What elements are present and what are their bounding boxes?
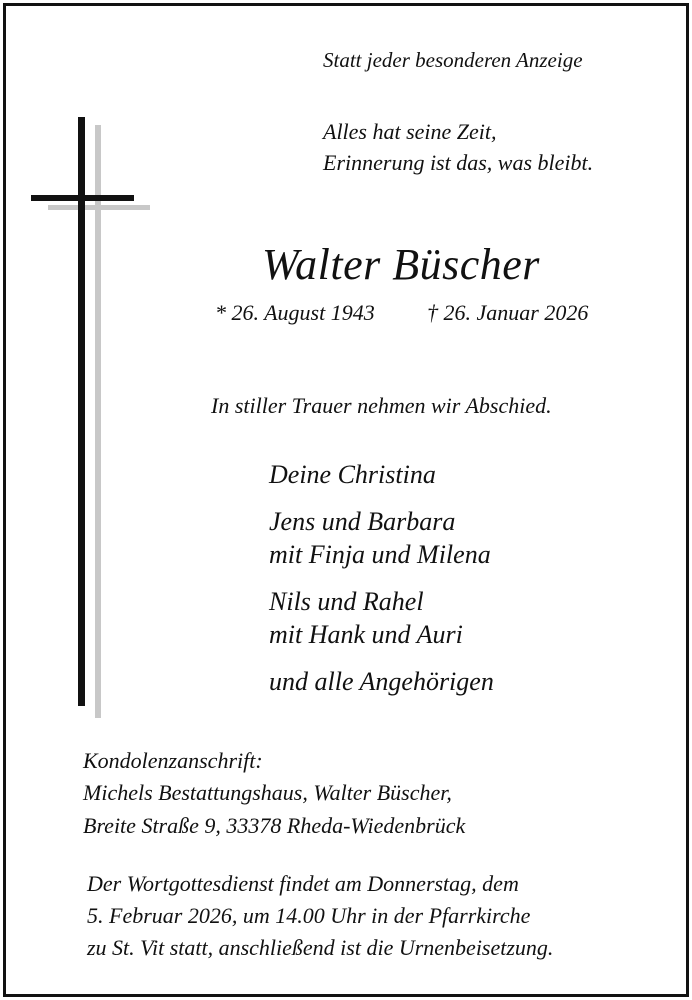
- family-member: mit Hank und Auri: [269, 620, 463, 649]
- quote-line-2: Erinnerung ist das, was bleibt.: [323, 150, 594, 175]
- service-line-2: 5. Februar 2026, um 14.00 Uhr in der Pfarrkirche: [87, 903, 531, 928]
- intro-line: Statt jeder besonderen Anzeige: [323, 48, 583, 72]
- cross-shadow-vertical: [95, 125, 101, 718]
- service-line-1: Der Wortgottesdienst findet am Donnerstag, dem: [87, 871, 519, 896]
- cross-shadow-horizontal: [48, 205, 150, 210]
- mourning-text: In stiller Trauer nehmen wir Abschied.: [211, 393, 552, 418]
- condolence-address-line-1: Michels Bestattungshaus, Walter Büscher,: [83, 780, 452, 805]
- family-member: Nils und Rahel: [269, 587, 424, 616]
- cross-icon: [0, 0, 160, 730]
- death-date: † 26. Januar 2026: [427, 300, 589, 325]
- condolence-heading: Kondolenzanschrift:: [83, 748, 263, 773]
- cross-vertical-beam: [78, 117, 85, 706]
- family-member: mit Finja und Milena: [269, 540, 491, 569]
- deceased-name: Walter Büscher: [262, 240, 540, 289]
- birth-date: * 26. August 1943: [215, 300, 375, 325]
- condolence-address-line-2: Breite Straße 9, 33378 Rheda-Wiedenbrück: [83, 813, 466, 838]
- family-member: Deine Christina: [269, 460, 436, 489]
- cross-horizontal-beam: [31, 195, 134, 201]
- quote-line-1: Alles hat seine Zeit,: [323, 119, 497, 144]
- service-line-3: zu St. Vit statt, anschließend ist die Urnenbeisetzung.: [87, 935, 554, 960]
- family-member: Jens und Barbara: [269, 507, 456, 536]
- family-member: und alle Angehörigen: [269, 667, 494, 696]
